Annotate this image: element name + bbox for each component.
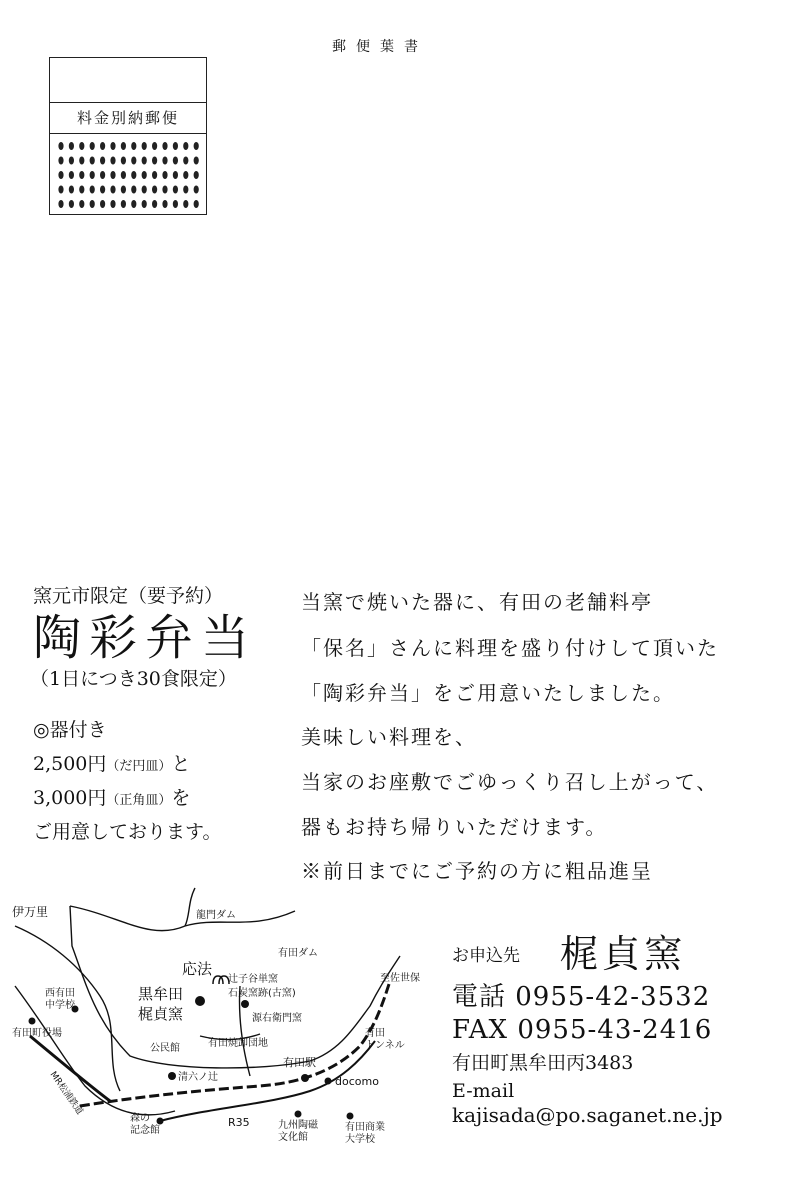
- map-label-arita-museum: 有田焼卸団地: [208, 1038, 268, 1049]
- stamp-dot: [183, 186, 188, 194]
- map-label-seiroku: 清六ノ辻: [178, 1072, 218, 1083]
- stamp-dot: [131, 157, 136, 165]
- map-river: [70, 906, 295, 931]
- map-label-arita-hs-2: 大学校: [345, 1134, 375, 1145]
- stamp-dot: [173, 157, 178, 165]
- stamp-dot: [69, 157, 74, 165]
- contact-fax: FAX 0955-43-2416: [452, 1015, 713, 1045]
- stamp-dot: [110, 186, 115, 194]
- stamp-dot: [79, 200, 84, 208]
- price-1: 2,500円: [33, 753, 107, 775]
- stamp-dot: [110, 157, 115, 165]
- description-line: 美味しい料理を、: [301, 725, 477, 749]
- stamp-dot: [152, 142, 157, 150]
- stamp-dot: [69, 200, 74, 208]
- postcard-title: 郵便葉書: [332, 39, 428, 55]
- docomo-marker: [325, 1078, 332, 1085]
- stamp-dot: [121, 171, 126, 179]
- stamp-dot: [142, 171, 147, 179]
- stamp-dot: [90, 142, 95, 150]
- stamp-dot: [58, 171, 63, 179]
- stamp-dot: [142, 186, 147, 194]
- price-2-suffix: を: [171, 787, 191, 809]
- contact-label: お申込先: [452, 946, 520, 966]
- map-label-ohogi: 応法: [182, 960, 213, 978]
- description-line: 「陶彩弁当」をご用意いたしました。: [301, 681, 675, 705]
- map-label-kouminkan: 公民館: [150, 1043, 180, 1054]
- stamp-dot: [173, 142, 178, 150]
- map-label-nishiarita-2: 中学校: [45, 1000, 75, 1011]
- stamp-dot-pattern: [54, 138, 204, 212]
- stamp-dot: [69, 186, 74, 194]
- description-line: 器もお持ち帰りいただけます。: [301, 815, 608, 839]
- kiln-marker: [195, 996, 205, 1006]
- stamp-dot: [79, 171, 84, 179]
- map-label-morino: 森の: [130, 1113, 150, 1124]
- map-label-genemon: 源右衛門窯: [252, 1013, 302, 1024]
- stamp-dot: [121, 186, 126, 194]
- stamp-dot: [121, 142, 126, 150]
- map-label-r35: R35: [228, 1116, 250, 1129]
- stamp-dot: [131, 186, 136, 194]
- offer-main-heading: 陶彩弁当: [33, 610, 258, 666]
- stamp-dot: [69, 171, 74, 179]
- offer-note: ◎器付き: [33, 719, 107, 741]
- map-label-kajisada: 梶貞窯: [138, 1005, 184, 1023]
- map-label-tsuji: 辻子谷単窯: [228, 974, 278, 985]
- contact-email-label: E-mail: [452, 1080, 515, 1102]
- stamp-dot: [79, 142, 84, 150]
- map-label-kyushu: 九州陶磁: [278, 1120, 318, 1131]
- stamp-dot: [152, 186, 157, 194]
- kyushu-marker: [295, 1111, 302, 1118]
- stamp-dot: [110, 200, 115, 208]
- stamp-dot: [194, 171, 199, 179]
- map-label-ryumon: 龍門ダム: [196, 910, 236, 921]
- stamp-dot: [173, 171, 178, 179]
- description-line: 当家のお座敷でごゆっくり召し上がって、: [301, 770, 719, 794]
- stamp-dot: [142, 157, 147, 165]
- stamp-dot: [110, 171, 115, 179]
- map-label-docomo: docomo: [335, 1075, 379, 1088]
- stamp-dot: [121, 200, 126, 208]
- stamp-dot: [183, 157, 188, 165]
- stamp-dot: [162, 186, 167, 194]
- description-line: ※前日までにご予約の方に粗品進呈: [301, 859, 653, 883]
- stamp-dot: [121, 157, 126, 165]
- stamp-dot: [100, 186, 105, 194]
- stamp-dot: [183, 142, 188, 150]
- kiln-symbol-icon: [213, 976, 229, 984]
- map-label-kuromuta: 黒牟田: [138, 985, 184, 1003]
- map-road: [185, 888, 195, 926]
- map-label-tunnel-2: トンネル: [365, 1040, 405, 1051]
- contact-phone: 電話 0955-42-3532: [452, 982, 711, 1012]
- stamp-dot: [194, 200, 199, 208]
- price-line-2: [33, 787, 190, 810]
- map-road: [239, 986, 250, 1076]
- map-label-tunnel: 有田: [365, 1028, 385, 1039]
- map-label-sasebo: 至佐世保: [380, 973, 420, 984]
- price-1-suffix: と: [171, 753, 191, 775]
- price-1-note: （だ円皿）: [106, 759, 172, 774]
- map-label-arita-hs: 有田商業: [345, 1122, 385, 1133]
- price-2: 3,000円: [33, 787, 107, 809]
- stamp-dot: [142, 142, 147, 150]
- stamp-dot: [162, 200, 167, 208]
- price-2-note: （正角皿）: [106, 793, 172, 808]
- stamp-dot: [131, 171, 136, 179]
- stamp-dot: [90, 186, 95, 194]
- stamp-dot: [194, 142, 199, 150]
- contact-address: 有田町黒牟田丙3483: [452, 1052, 634, 1074]
- stamp-dot: [152, 171, 157, 179]
- offer-limit: （1日につき30食限定）: [30, 668, 237, 690]
- stamp-dot: [58, 200, 63, 208]
- town-office-marker: [29, 1018, 36, 1025]
- stamp-dot: [100, 200, 105, 208]
- stamp-dot: [131, 200, 136, 208]
- stamp-dot: [79, 157, 84, 165]
- stamp-dot: [90, 171, 95, 179]
- stamp-dot: [173, 186, 178, 194]
- stamp-dot: [79, 186, 84, 194]
- map-label-kyushu-2: 文化館: [278, 1132, 308, 1143]
- contact-kiln-name: 梶貞窯: [560, 932, 687, 976]
- stamp-dot: [131, 142, 136, 150]
- stamp-dot: [100, 171, 105, 179]
- description-line: 当窯で焼いた器に、有田の老舗料亭: [301, 590, 653, 614]
- museum-marker: [157, 1118, 164, 1125]
- map-label-arita-station: 有田駅: [283, 1056, 316, 1069]
- map-label-furukama: 石炭窯跡(古窯): [228, 988, 296, 999]
- map-label-morino-2: 記念館: [130, 1125, 160, 1136]
- stamp-dot: [162, 171, 167, 179]
- postage-stamp-box: [49, 57, 207, 215]
- stamp-dot: [162, 142, 167, 150]
- map-label-imari: 伊万里: [12, 905, 49, 919]
- stamp-dot: [90, 157, 95, 165]
- contact-email-link[interactable]: kajisada@po.saganet.ne.jp: [452, 1103, 723, 1127]
- offer-title: 窯元市限定（要予約）: [33, 585, 224, 607]
- stamp-dot: [100, 142, 105, 150]
- stamp-dot: [58, 142, 63, 150]
- stamp-dot: [194, 186, 199, 194]
- stamp-dot: [183, 171, 188, 179]
- stamp-dot: [183, 200, 188, 208]
- stamp-dot: [142, 200, 147, 208]
- stamp-dot: [152, 200, 157, 208]
- stamp-blank-area: [50, 58, 206, 103]
- stamp-dot: [69, 142, 74, 150]
- map-label-nishiarita: 西有田: [45, 988, 75, 999]
- seiroku-marker: [168, 1072, 176, 1080]
- stamp-dot: [194, 157, 199, 165]
- stamp-dot: [58, 186, 63, 194]
- station-marker: [301, 1074, 309, 1082]
- access-map: [10, 886, 430, 1156]
- map-label-matsuura: MR松浦鉄道: [47, 1069, 85, 1117]
- offer-closing: ご用意しております。: [33, 821, 222, 843]
- stamp-dot: [58, 157, 63, 165]
- stamp-dot: [173, 200, 178, 208]
- stamp-dot: [100, 157, 105, 165]
- stamp-label: 料金別納郵便: [50, 102, 206, 134]
- map-label-aritadam: 有田ダム: [278, 948, 318, 959]
- stamp-dot: [110, 142, 115, 150]
- stamp-dot: [152, 157, 157, 165]
- hs-marker: [347, 1113, 354, 1120]
- description-line: 「保名」さんに料理を盛り付けして頂いた: [301, 636, 719, 660]
- price-line-1: [33, 753, 190, 776]
- genemon-marker: [241, 1000, 249, 1008]
- stamp-dot: [90, 200, 95, 208]
- map-label-town-office: 有田町役場: [12, 1028, 62, 1039]
- stamp-dot: [162, 157, 167, 165]
